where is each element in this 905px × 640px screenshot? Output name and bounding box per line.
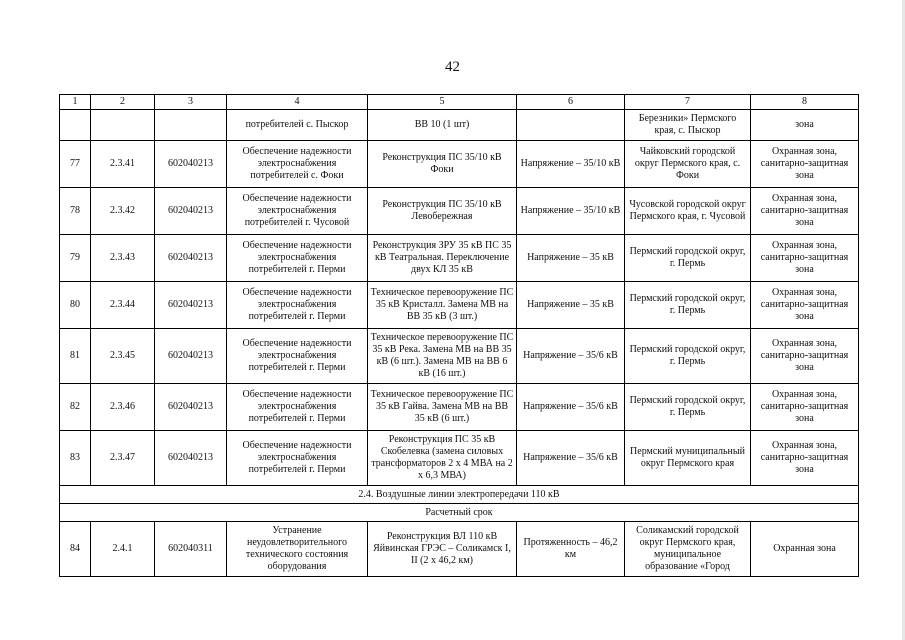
table-row bbox=[60, 235, 859, 282]
objects-table bbox=[59, 94, 859, 577]
table-cell: Реконструкция ПС 35 кВ Скобелевка (замена силовых трансформаторов 2 х 4 МВА на 2 х 6,3 МВА) bbox=[368, 431, 517, 486]
table-cell: 2.4.1 bbox=[91, 522, 155, 577]
table-cell: Напряжение – 35 кВ bbox=[517, 235, 625, 282]
section-title: 2.4. Воздушные линии электропередачи 110 кВ bbox=[60, 486, 859, 504]
table-cell: 78 bbox=[60, 188, 91, 235]
table-cell: 84 bbox=[60, 522, 91, 577]
table-cell: Техническое перевооружение ПС 35 кВ Река. Замена МВ на ВВ 35 кВ (6 шт.). Замена МВ на ВВ 6 кВ (16 шт.) bbox=[368, 329, 517, 384]
table-cell: Охранная зона bbox=[751, 522, 859, 577]
table-cell: Техническое перевооружение ПС 35 кВ Гайва. Замена МВ на ВВ 35 кВ (6 шт.) bbox=[368, 384, 517, 431]
table-cell: Охранная зона, санитарно-защитная зона bbox=[751, 329, 859, 384]
table-cell: 602040311 bbox=[155, 522, 227, 577]
section-row bbox=[60, 486, 859, 504]
table-cell: 602040213 bbox=[155, 141, 227, 188]
table-cell bbox=[517, 110, 625, 141]
column-number: 4 bbox=[227, 95, 368, 110]
table-cell: зона bbox=[751, 110, 859, 141]
table-cell: Охранная зона, санитарно-защитная зона bbox=[751, 235, 859, 282]
table-cell: 81 bbox=[60, 329, 91, 384]
table-cell: 2.3.47 bbox=[91, 431, 155, 486]
table-cell: Пермский городской округ, г. Пермь bbox=[625, 329, 751, 384]
table-cell: Обеспечение надежности электроснабжения потребителей г. Чусовой bbox=[227, 188, 368, 235]
table-cell: Березники» Пермского края, с. Пыскор bbox=[625, 110, 751, 141]
column-number-row bbox=[60, 95, 859, 110]
table-row bbox=[60, 431, 859, 486]
table-cell: Обеспечение надежности электроснабжения потребителей г. Перми bbox=[227, 282, 368, 329]
table-cell: 83 bbox=[60, 431, 91, 486]
table-cell: Охранная зона, санитарно-защитная зона bbox=[751, 384, 859, 431]
table-cell: Обеспечение надежности электроснабжения потребителей г. Перми bbox=[227, 384, 368, 431]
table-cell: Пермский муниципальный округ Пермского края bbox=[625, 431, 751, 486]
table-cell: Реконструкция ВЛ 110 кВ Яйвинская ГРЭС – Соликамск I, II (2 х 46,2 км) bbox=[368, 522, 517, 577]
table-cell: Обеспечение надежности электроснабжения потребителей г. Перми bbox=[227, 329, 368, 384]
table-cell: Охранная зона, санитарно-защитная зона bbox=[751, 282, 859, 329]
table-cell: 602040213 bbox=[155, 329, 227, 384]
table-cell: 2.3.41 bbox=[91, 141, 155, 188]
table-cell: Обеспечение надежности электроснабжения потребителей с. Фоки bbox=[227, 141, 368, 188]
table-cell: Реконструкция ПС 35/10 кВ Фоки bbox=[368, 141, 517, 188]
table-cell: 80 bbox=[60, 282, 91, 329]
page-number: 42 bbox=[445, 59, 460, 75]
table-cell: Напряжение – 35/10 кВ bbox=[517, 141, 625, 188]
table-cell: Реконструкция ЗРУ 35 кВ ПС 35 кВ Театральная. Переключение двух КЛ 35 кВ bbox=[368, 235, 517, 282]
table-cell: Напряжение – 35 кВ bbox=[517, 282, 625, 329]
table-cell: 2.3.46 bbox=[91, 384, 155, 431]
table-cell: Напряжение – 35/6 кВ bbox=[517, 431, 625, 486]
table-cell: Соликамский городской округ Пермского края, муниципальное образование «Город bbox=[625, 522, 751, 577]
column-number: 8 bbox=[751, 95, 859, 110]
table-cell: Реконструкция ПС 35/10 кВ Левобережная bbox=[368, 188, 517, 235]
table-cell: 2.3.45 bbox=[91, 329, 155, 384]
table-row bbox=[60, 188, 859, 235]
continuation-row bbox=[60, 110, 859, 141]
table-row bbox=[60, 141, 859, 188]
table-row bbox=[60, 282, 859, 329]
table-cell bbox=[155, 110, 227, 141]
term-row bbox=[60, 504, 859, 522]
column-number: 5 bbox=[368, 95, 517, 110]
table-cell: Чайковский городской округ Пермского края, с. Фоки bbox=[625, 141, 751, 188]
table-cell: Пермский городской округ, г. Пермь bbox=[625, 282, 751, 329]
table-cell: 602040213 bbox=[155, 235, 227, 282]
table-cell: Обеспечение надежности электроснабжения потребителей г. Перми bbox=[227, 235, 368, 282]
table-cell: Пермский городской округ, г. Пермь bbox=[625, 235, 751, 282]
column-number: 3 bbox=[155, 95, 227, 110]
table-cell: 602040213 bbox=[155, 188, 227, 235]
table-cell: 79 bbox=[60, 235, 91, 282]
term-title: Расчетный срок bbox=[60, 504, 859, 522]
column-number: 7 bbox=[625, 95, 751, 110]
table-cell bbox=[91, 110, 155, 141]
table-row bbox=[60, 384, 859, 431]
column-number: 2 bbox=[91, 95, 155, 110]
table-cell: Пермский городской округ, г. Пермь bbox=[625, 384, 751, 431]
column-number: 6 bbox=[517, 95, 625, 110]
table-cell: 2.3.43 bbox=[91, 235, 155, 282]
table-row bbox=[60, 329, 859, 384]
table-cell: 2.3.44 bbox=[91, 282, 155, 329]
table-cell: 82 bbox=[60, 384, 91, 431]
table-cell: Охранная зона, санитарно-защитная зона bbox=[751, 141, 859, 188]
table-cell: 77 bbox=[60, 141, 91, 188]
table-cell: 602040213 bbox=[155, 282, 227, 329]
table-cell: 2.3.42 bbox=[91, 188, 155, 235]
table-cell: Напряжение – 35/6 кВ bbox=[517, 384, 625, 431]
column-number: 1 bbox=[60, 95, 91, 110]
table-cell: 602040213 bbox=[155, 384, 227, 431]
table-cell: потребителей с. Пыскор bbox=[227, 110, 368, 141]
table-cell: Напряжение – 35/6 кВ bbox=[517, 329, 625, 384]
table-cell: Охранная зона, санитарно-защитная зона bbox=[751, 188, 859, 235]
table-cell: Охранная зона, санитарно-защитная зона bbox=[751, 431, 859, 486]
table-cell: Чусовской городской округ Пермского края, г. Чусовой bbox=[625, 188, 751, 235]
table-cell: Напряжение – 35/10 кВ bbox=[517, 188, 625, 235]
table-row bbox=[60, 522, 859, 577]
table-cell: 602040213 bbox=[155, 431, 227, 486]
table-cell: Протяженность – 46,2 км bbox=[517, 522, 625, 577]
table-cell: Техническое перевооружение ПС 35 кВ Кристалл. Замена МВ на ВВ 35 кВ (3 шт.) bbox=[368, 282, 517, 329]
table-cell: Обеспечение надежности электроснабжения потребителей г. Перми bbox=[227, 431, 368, 486]
table-cell: ВВ 10 (1 шт) bbox=[368, 110, 517, 141]
table-cell bbox=[60, 110, 91, 141]
table-cell: Устранение неудовлетворительного технического состояния оборудования bbox=[227, 522, 368, 577]
